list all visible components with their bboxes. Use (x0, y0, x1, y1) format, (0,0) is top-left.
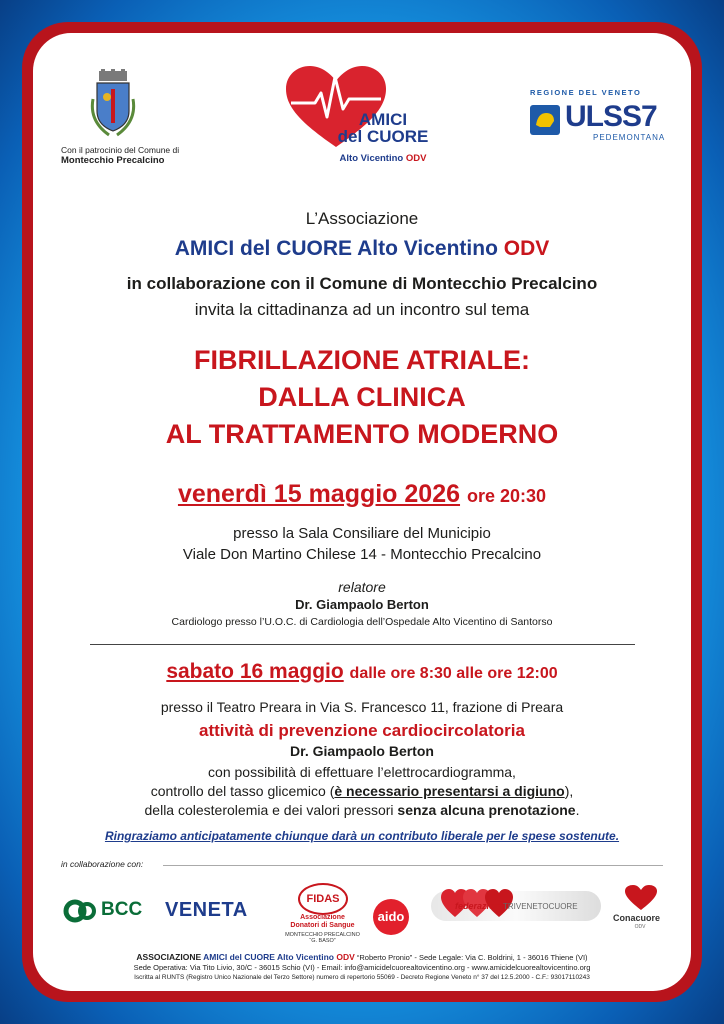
fidas-sub: MONTECCHIO PRECALCINO “G. BASO” (285, 932, 360, 944)
event-date (33, 480, 691, 509)
footer-line2: Sede Operativa: Via Tito Livio, 30/C - 36015 Schio (VI) - Email: info@amicidelcuorealtovicentino.org - www.amicidelcuorealtovicentino.org (133, 963, 591, 972)
desc2c: ), (564, 783, 574, 799)
collaboration-line: in collaborazione con il Comune di Montecchio Precalcino (126, 274, 598, 293)
footer-rest: “Roberto Pronio” - Sede Legale: Via C. Boldrini, 1 - 36016 Thiene (VI) (354, 953, 588, 962)
bcc-icon (63, 895, 97, 927)
desc3a: della colesterolemia e dei valori pressori (144, 802, 398, 818)
saturday-date-text: sabato 16 maggio (166, 660, 344, 683)
speaker-label: relatore (338, 579, 386, 595)
no-booking-note: senza alcuna prenotazione (397, 802, 576, 818)
saturday-time: dalle ore 8:30 alle ore 12:00 (349, 665, 558, 682)
fidas-l1: Associazione (300, 914, 345, 921)
federazione-text2: TRIVENETOCUORE (503, 902, 578, 911)
logo-amici: AMICI (358, 110, 408, 129)
bcc-logo: BCC (101, 899, 143, 920)
association-name (33, 237, 691, 261)
desc-line3 (33, 801, 691, 820)
speaker-name: Dr. Giampaolo Berton (295, 597, 429, 612)
association-text: AMICI del CUORE Alto Vicentino (174, 237, 498, 260)
logo-subtitle (298, 153, 468, 164)
title-line3: AL TRATTAMENTO MODERNO (165, 419, 559, 449)
title-line1: FIBRILLAZIONE ATRIALE: (194, 345, 530, 375)
footer-odv: ODV (336, 952, 355, 962)
conacuore-heart-icon (625, 885, 657, 911)
event-location (33, 523, 691, 565)
veneta-logo: VENETA (165, 899, 248, 921)
footer-assoc: AMICI del CUORE Alto Vicentino (203, 952, 334, 962)
footer-line1 (33, 952, 691, 963)
fidas-l2: Donatori di Sangue (290, 922, 355, 929)
comune-crest-icon (89, 69, 137, 139)
aido-logo: aido (373, 899, 409, 935)
federazione-text: federazione (455, 901, 506, 911)
saturday-place: presso il Teatro Preara in Via S. Francesco 11, frazione di Preara (160, 699, 564, 715)
footer-line3: Iscritta al RUNTS (Registro Unico Nazionale del Terzo Settore) numero di repertorio 55069 - Decreto Regione Veneto n° 37 del 12.5.2000 - C.F.: 93017110243 (134, 974, 590, 981)
divider (90, 644, 635, 645)
event-date-text: venerdì 15 maggio 2026 (177, 480, 461, 508)
desc-line1: con possibilità di effettuare l’elettrocardiogramma, (208, 764, 516, 780)
fidas-text (285, 914, 360, 930)
ulss-logo: ULSS7 (565, 100, 657, 133)
desc-line2 (33, 782, 691, 801)
logo-title (298, 111, 468, 145)
desc3c: . (575, 802, 580, 818)
logo-del-cuore: del CUORE (337, 127, 429, 146)
regione-veneto-label: REGIONE DEL VENETO (530, 88, 642, 97)
logo-alto: Alto Vicentino (339, 153, 404, 164)
conacuore-logo: Conacuore (613, 913, 661, 923)
comune-line2: Montecchio Precalcino (61, 155, 165, 166)
saturday-date (33, 660, 691, 684)
comune-line1: Con il patrocinio del Comune di (61, 145, 180, 155)
comune-patronage (61, 145, 211, 166)
association-odv: ODV (503, 237, 550, 260)
partners-divider (163, 865, 663, 866)
thanks-note: Ringraziamo anticipatamente chiunque darà un contributo liberale per le spese sostenute. (104, 829, 620, 843)
saturday-description (33, 763, 691, 820)
speaker-description: Cardiologo presso l’U.O.C. di Cardiologia dell’Ospedale Alto Vicentino di Santorso (171, 616, 553, 628)
saturday-doctor: Dr. Giampaolo Berton (290, 743, 434, 759)
lion-icon (530, 105, 560, 135)
pedemontana-label: PEDEMONTANA (593, 133, 666, 142)
fidas-logo: FIDAS (298, 883, 348, 915)
saturday-activity: attività di prevenzione cardiocircolatoria (199, 721, 525, 740)
event-title (33, 342, 691, 453)
event-time: ore 20:30 (466, 486, 547, 506)
logo-odv: ODV (405, 153, 427, 164)
footer-prefix: ASSOCIAZIONE (136, 952, 204, 962)
invite-line: invita la cittadinanza ad un incontro sul tema (194, 300, 530, 319)
intro-line: L’Associazione (305, 209, 419, 228)
title-line2: DALLA CLINICA (258, 382, 466, 412)
footer (33, 952, 691, 983)
desc2a: controllo del tasso glicemico ( (150, 783, 335, 799)
event-place2: Viale Don Martino Chilese 14 - Montecchio Precalcino (182, 546, 542, 563)
partners-label: in collaborazione con: (61, 859, 144, 869)
conacuore-sub: ODV (634, 924, 646, 930)
event-place1: presso la Sala Consiliare del Municipio (233, 525, 491, 542)
fasting-note: è necessario presentarsi a digiuno (334, 783, 565, 799)
poster (33, 33, 691, 991)
